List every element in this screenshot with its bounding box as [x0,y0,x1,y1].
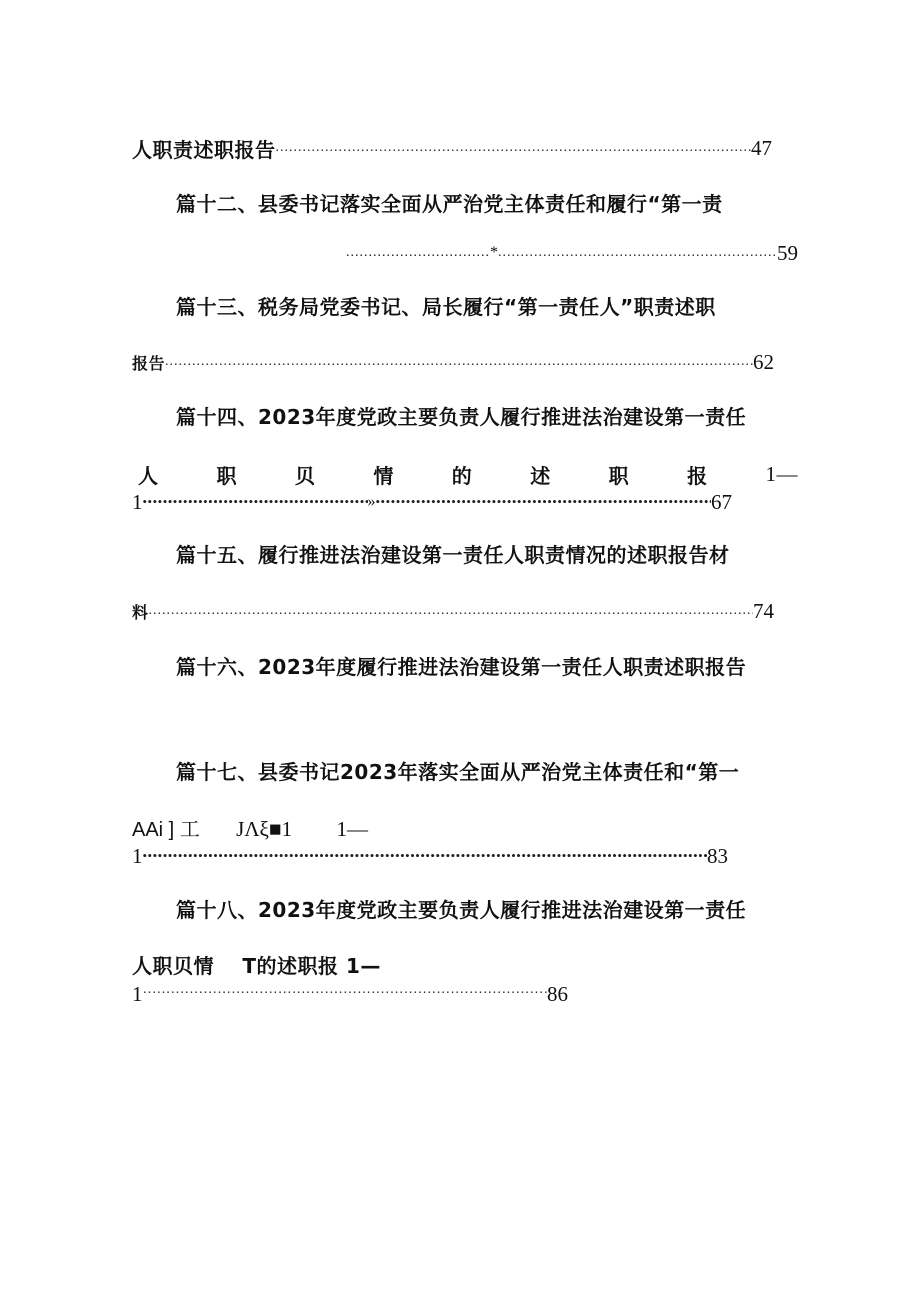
toc-entry-12-leader-row [346,241,798,265]
toc-page-number: 67 [711,489,732,514]
toc-entry-18-title[interactable]: 篇十八、2023年度党政主要负责人履行推进法治建设第一责任 [176,898,747,922]
toc-entry-text: 料 [132,602,149,622]
fragment: AAi ] 工 [132,819,200,841]
toc-entry-14-leader-row [132,490,732,514]
toc-entry-17-title[interactable]: 篇十七、县委书记2023年落实全面从严治党主体责任和“第一 [176,760,740,784]
dot-leader [276,136,752,160]
dot-leader [149,599,753,623]
toc-entry-15-leader-row [132,599,774,623]
toc-entry-14-title[interactable]: 篇十四、2023年度党政主要负责人履行推进法治建设第一责任 [176,405,747,429]
fragment: 1 [132,843,143,868]
char: 贝 [294,463,316,488]
toc-page-number: 62 [753,349,774,374]
toc-entry-12-title[interactable]: 篇十二、县委书记落实全面从严治党主体责任和履行“第一责 [176,192,723,216]
dot-leader [165,350,753,374]
toc-entry-13-title[interactable]: 篇十三、税务局党委书记、局长履行“第一责任人”职责述职 [176,295,716,319]
dot-leader-left: ................................ [346,245,490,260]
toc-entry-17-line2 [132,817,368,842]
fragment: T的述职报 1— [242,954,381,978]
toc-page-number: 74 [753,598,774,623]
fragment: 人职贝情 [132,954,214,978]
toc-entry-14-line2 [138,462,798,486]
char: 情 [373,463,394,488]
toc-page-number: 47 [751,135,772,160]
leader-mark: » [367,493,376,510]
bullet-leader [143,490,368,514]
toc-page-number: 86 [547,981,568,1006]
leader-mark: * [490,244,498,261]
toc-page-number: 59 [777,240,798,265]
bullet-leader [376,490,712,514]
toc-page-number: 83 [707,843,728,868]
dot-leader [143,982,548,1006]
char: 人 [138,463,159,488]
fragment: 1— [336,817,368,841]
toc-entry-18-leader-row [132,982,568,1006]
bullet-leader [143,844,708,868]
fragment: 1— [765,461,798,486]
toc-entry-text: 人职责述职报告 [132,137,276,162]
toc-entry-17-leader-row [132,844,728,868]
toc-entry-16-title[interactable]: 篇十六、2023年度履行推进法治建设第一责任人职责述职报告 [176,655,747,679]
toc-entry-15-title[interactable]: 篇十五、履行推进法治建设第一责任人职责情况的述职报告材 [176,543,730,567]
char: 职 [608,463,630,488]
char: 报 [687,463,708,488]
char: 述 [530,463,551,488]
char: 职 [216,463,237,488]
toc-entry-text: 报告 [132,353,166,373]
dot-leader [498,241,777,265]
char: 的 [451,463,473,488]
fragment: 1 [132,981,143,1006]
toc-entry-13-leader-row [132,350,774,374]
toc-entry-11-tail[interactable] [132,136,772,160]
fragment: 1 [132,489,143,514]
fragment: JΛξ■1 [236,817,293,841]
toc-entry-18-line2 [132,954,381,978]
